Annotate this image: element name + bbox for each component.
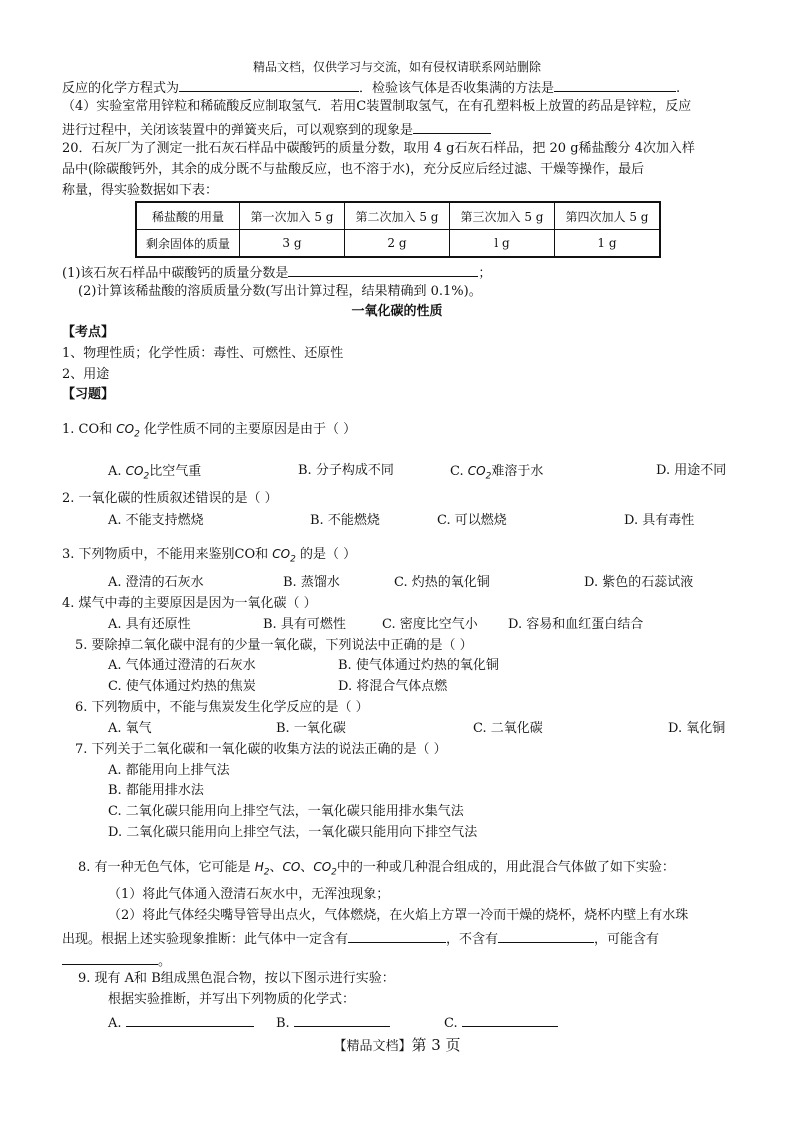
question-3: 3. 下列物质中，不能用来鉴别CO和 $CO_2$ 的是（ ） [62, 547, 357, 565]
blank-line [62, 950, 158, 965]
option: D. 将混合气体点燃 [338, 679, 448, 694]
blank-line [126, 1012, 254, 1027]
answer-a: A. [108, 1012, 254, 1033]
option: D. 氧化铜 [668, 721, 726, 736]
question-4: 4. 煤气中毒的主要原因是因为一氧化碳（ ） [62, 596, 317, 611]
option: C. $CO_2$难溶于水 [450, 464, 544, 482]
option: C. 二氧化碳只能用向上排空气法，一氧化碳只能用排水集气法 [108, 804, 464, 819]
table-cell: 3 g [240, 230, 345, 258]
table-cell: 第三次加入 5 g [450, 202, 555, 230]
watermark-header: 精品文档，仅供学习与交流，如有侵权请联系网站删除 [252, 60, 541, 74]
q8-end: 。 [62, 950, 171, 971]
option: B. 具有可燃性 [263, 617, 346, 632]
xiti-label: 【习题】 [62, 387, 115, 402]
option: A. 都能用向上排气法 [108, 763, 230, 778]
question-9: 9. 现有 A和 B组成黑色混合物，按以下图示进行实验： [78, 971, 395, 986]
q8-step: （2）将此气体经尖嘴导管导出点火，气体燃烧，在火焰上方罩一冷而干燥的烧杯，烧杯内壁上有水珠 [108, 908, 689, 923]
question-5: 5. 要除掉二氧化碳中混有的少量一氧化碳，下列说法中正确的是（ ） [75, 638, 473, 653]
experiment-data-table [135, 201, 661, 258]
q8-step: （1）将此气体通入澄清石灰水中，无浑浊现象； [108, 887, 390, 902]
q20-sub1: (1)该石灰石样品中碳酸钙的质量分数是 ； [62, 262, 491, 283]
question-7: 7. 下列关于二氧化碳和一氧化碳的收集方法的说法正确的是（ ） [75, 742, 447, 757]
question-6: 6. 下列物质中，不能与焦炭发生化学反应的是（ ） [75, 700, 369, 715]
q20-line: 20．石灰厂为了测定一批石灰石样品中碳酸钙的质量分数，取用 4 g石灰石样品，把 20 g稀盐酸分 4次加入样 [62, 141, 695, 156]
blank-line [498, 928, 594, 943]
blank-line [348, 928, 446, 943]
option: C. 可以燃烧 [437, 513, 507, 528]
table-row [136, 202, 660, 230]
option: B. 蒸馏水 [283, 575, 340, 590]
q20-sub2: (2)计算该稀盐酸的溶质质量分数(写出计算过程，结果精确到 0.1%)。 [78, 284, 482, 299]
option: A. $CO_2$比空气重 [108, 464, 202, 482]
table-cell: 2 g [345, 230, 450, 258]
table-cell: 第四次加人 5 g [555, 202, 661, 230]
option: B. 都能用排水法 [108, 783, 204, 798]
question-8: 8. 有一种无色气体，它可能是 $H_2$、CO、$CO_2$中的一种或几种混合组成的，用此混合气体做了如下实验： [78, 860, 675, 878]
answer-b: B. [276, 1012, 390, 1033]
option: C. 灼热的氧化铜 [394, 575, 490, 590]
option: A. 气体通过澄清的石灰水 [108, 658, 256, 673]
table-cell: l g [450, 230, 555, 258]
question-1: 1. CO和 $CO_2$ 化学性质不同的主要原因是由于（ ） [62, 422, 357, 440]
table-cell: 第二次加入 5 g [345, 202, 450, 230]
option: C. 使气体通过灼热的焦炭 [108, 679, 256, 694]
q9-instruction: 根据实验推断，并写出下列物质的化学式： [108, 992, 356, 1007]
blank-line [288, 262, 478, 277]
q8-step: 出现。根据上述实验现象推断：此气体中一定含有 ，不含有 ，可能含有 [62, 928, 659, 949]
blank-line [554, 77, 676, 92]
option: A. 不能支持燃烧 [108, 513, 204, 528]
text-line: 反应的化学方程式为 ．检验该气体是否收集满的方法是 . [62, 77, 680, 98]
option: D. 容易和血红蛋白结合 [508, 617, 644, 632]
table-cell: 稀盐酸的用量 [136, 202, 240, 230]
option: D. 用途不同 [656, 463, 727, 478]
table-cell: 1 g [555, 230, 661, 258]
table-row [136, 230, 660, 258]
kaodian-item: 1、物理性质；化学性质：毒性、可燃性、还原性 [62, 346, 344, 361]
question-2: 2. 一氧化碳的性质叙述错误的是（ ） [62, 491, 278, 506]
q20-line: 称量，得实验数据如下表： [62, 183, 219, 198]
kaodian-item: 2、用途 [62, 367, 110, 382]
blank-line [294, 1012, 390, 1027]
table-cell: 第一次加入 5 g [240, 202, 345, 230]
option: B. 使气体通过灼热的氧化铜 [338, 658, 499, 673]
option: B. 不能燃烧 [310, 513, 380, 528]
text-line: （4）实验室常用锌粒和稀硫酸反应制取氢气．若用C装置制取氢气，在有孔塑料板上放置的药品是锌粒，反应 [62, 99, 692, 114]
option: D. 紫色的石蕊试液 [584, 575, 694, 590]
kaodian-label: 【考点】 [62, 325, 115, 340]
option: A. 氧气 [108, 721, 152, 736]
answer-c: C. [444, 1012, 558, 1033]
section-title: 一氧化碳的性质 [351, 304, 443, 319]
option: A. 具有还原性 [108, 617, 191, 632]
option: B. 分子构成不同 [298, 463, 394, 478]
option: C. 密度比空气小 [382, 617, 478, 632]
option: A. 澄清的石灰水 [108, 575, 204, 590]
blank-line [179, 77, 359, 92]
option: D. 具有毒性 [624, 513, 695, 528]
co2-formula: $CO_2$ [116, 422, 140, 440]
blank-line [462, 1012, 558, 1027]
text-line: 进行过程中，关闭该装置中的弹簧夹后，可以观察到的现象是 [62, 119, 491, 140]
blank-line [413, 119, 491, 134]
option: C. 二氧化碳 [473, 721, 543, 736]
option: D. 二氧化碳只能用向上排空气法，一氧化碳只能用向下排空气法 [108, 825, 478, 840]
table-cell: 剩余固体的质量 [136, 230, 240, 258]
option: B. 一氧化碳 [276, 721, 346, 736]
q20-line: 品中(除碳酸钙外，其余的成分既不与盐酸反应，也不溶于水)，充分反应后经过滤、干燥等操作，最后 [62, 162, 645, 177]
page-footer: 【精品文档】第 3 页 [333, 1036, 461, 1054]
